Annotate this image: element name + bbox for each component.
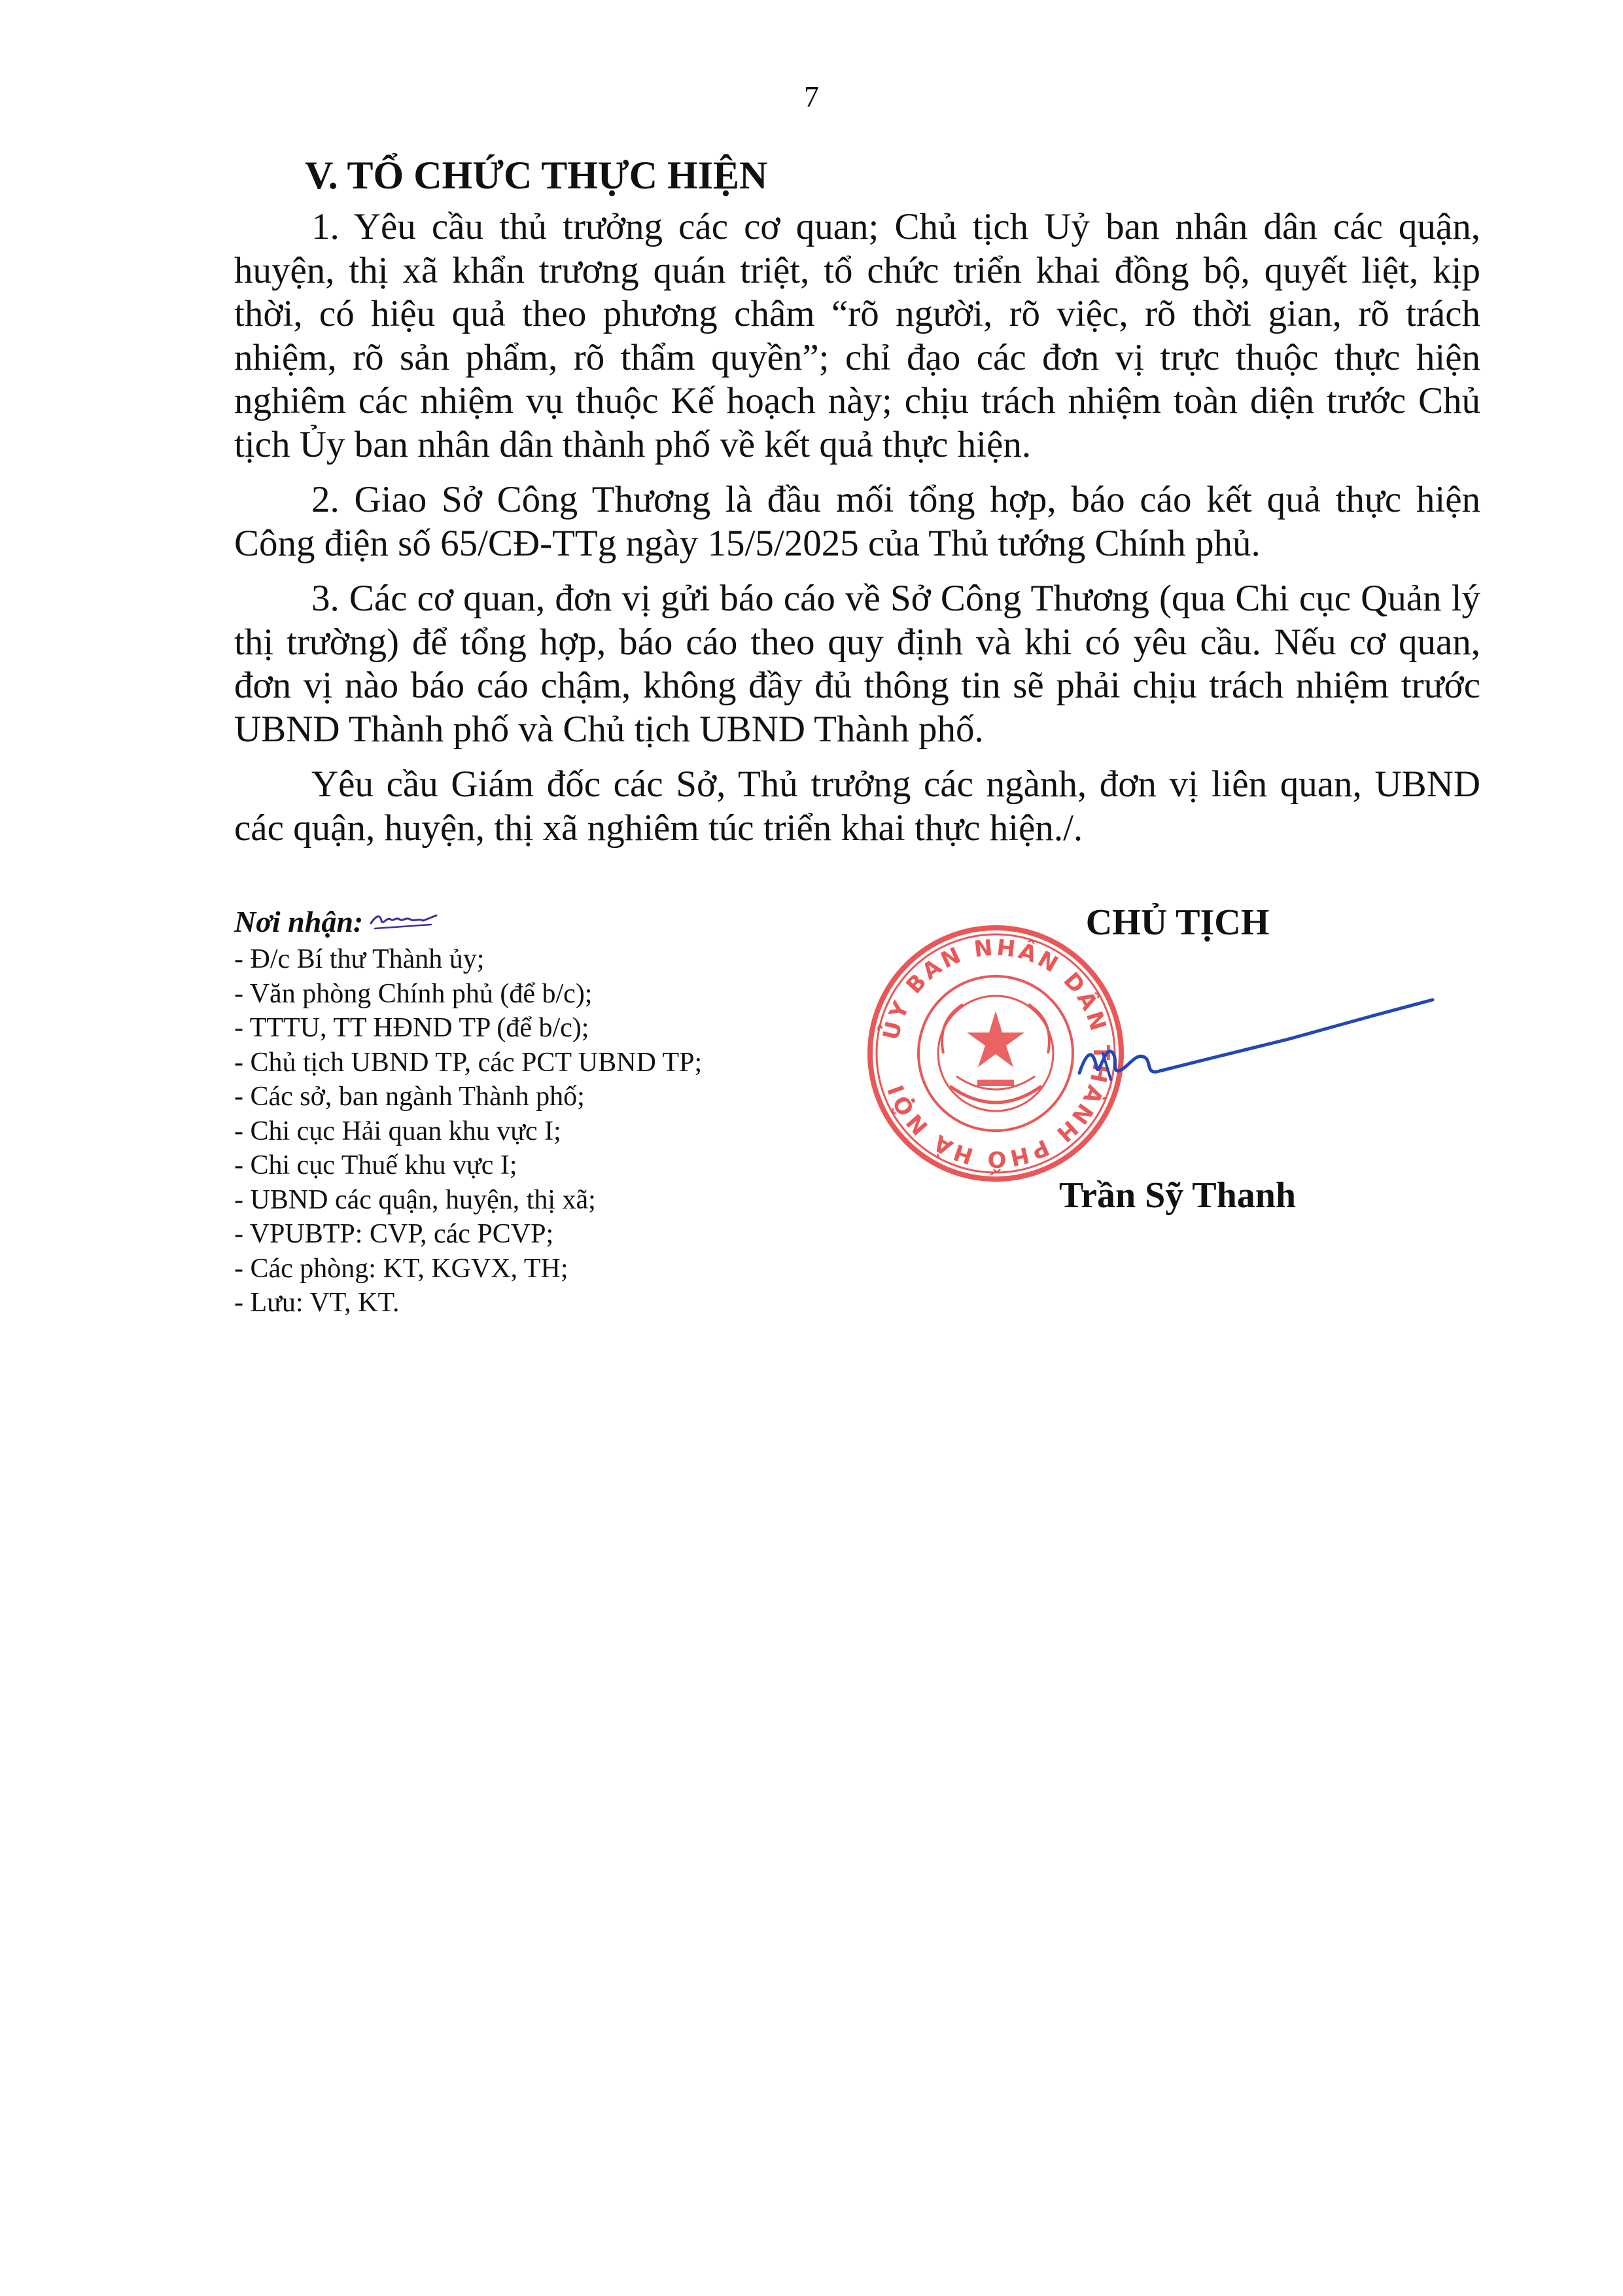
recipients-list <box>234 942 823 1320</box>
recipient-item: - Lưu: VT, KT. <box>234 1288 400 1318</box>
signer-title: CHỦ TỊCH <box>1085 902 1270 943</box>
recipient-item: - Chi cục Hải quan khu vực I; <box>234 1116 561 1146</box>
recipient-item: - Các phòng: KT, KGVX, TH; <box>234 1253 568 1284</box>
closing-paragraph: Yêu cầu Giám đốc các Sở, Thủ trưởng các ngành, đơn vị liên quan, UBND các quận, huyện, thị xã nghiêm túc triển khai thực hiện./. <box>234 764 1480 849</box>
recipients-title: Nơi nhận: <box>234 905 364 938</box>
initials-mark-icon <box>368 909 440 935</box>
paragraph-1: 1. Yêu cầu thủ trưởng các cơ quan; Chủ tịch Uỷ ban nhân dân các quận, huyện, thị xã khẩn trương quán triệt, tổ chức triển khai đồng bộ, quyết liệt, kịp thời, có hiệu quả theo phương châm “rõ người, rõ việc, rõ thời gian, rõ trách nhiệm, rõ sản phẩm, rõ thẩm quyền”; chỉ đạo các đơn vị trực thuộc thực hiện nghiêm các nhiệm vụ thuộc Kế hoạch này; chịu trách nhiệm toàn diện trước Chủ tịch Ủy ban nhân dân thành phố về kết quả thực hiện. <box>234 206 1480 465</box>
recipient-item: - Các sở, ban ngành Thành phố; <box>234 1082 585 1112</box>
document-body <box>234 149 1480 862</box>
recipient-item: - Chủ tịch UBND TP, các PCT UBND TP; <box>234 1047 703 1078</box>
recipient-item: - Chi cục Thuế khu vực I; <box>234 1150 517 1180</box>
section-heading: V. TỔ CHỨC THỰC HIỆN <box>305 154 768 197</box>
paragraph-2: 2. Giao Sở Công Thương là đầu mối tổng hợp, báo cáo kết quả thực hiện Công điện số 65/CĐ-TTg ngày 15/5/2025 của Thủ tướng Chính phủ. <box>234 479 1480 564</box>
page-number: 7 <box>804 80 819 113</box>
recipient-item: - VPUBTP: CVP, các PCVP; <box>234 1219 554 1249</box>
recipient-item: - UBND các quận, huyện, thị xã; <box>234 1184 596 1215</box>
recipient-item: - TTTU, TT HĐND TP (để b/c); <box>234 1013 589 1043</box>
recipient-item: - Đ/c Bí thư Thành ủy; <box>234 944 485 974</box>
handwritten-signature-icon <box>1073 975 1439 1099</box>
paragraph-3: 3. Các cơ quan, đơn vị gửi báo cáo về Sở Công Thương (qua Chi cục Quản lý thị trường) để tổng hợp, báo cáo theo quy định và khi có yêu cầu. Nếu cơ quan, đơn vị nào báo cáo chậm, không đầy đủ thông tin sẽ phải chịu trách nhiệm trước UBND Thành phố và Chủ tịch UBND Thành phố. <box>234 578 1480 750</box>
recipient-item: - Văn phòng Chính phủ (để b/c); <box>234 978 593 1009</box>
signer-name: Trần Sỹ Thanh <box>1058 1175 1297 1216</box>
recipients-block <box>234 902 823 1320</box>
recipients-title-row <box>234 902 823 942</box>
seal-text: ỦY BAN NHÂN DÂN THÀNH PHỐ HÀ NỘI <box>878 934 1115 1173</box>
